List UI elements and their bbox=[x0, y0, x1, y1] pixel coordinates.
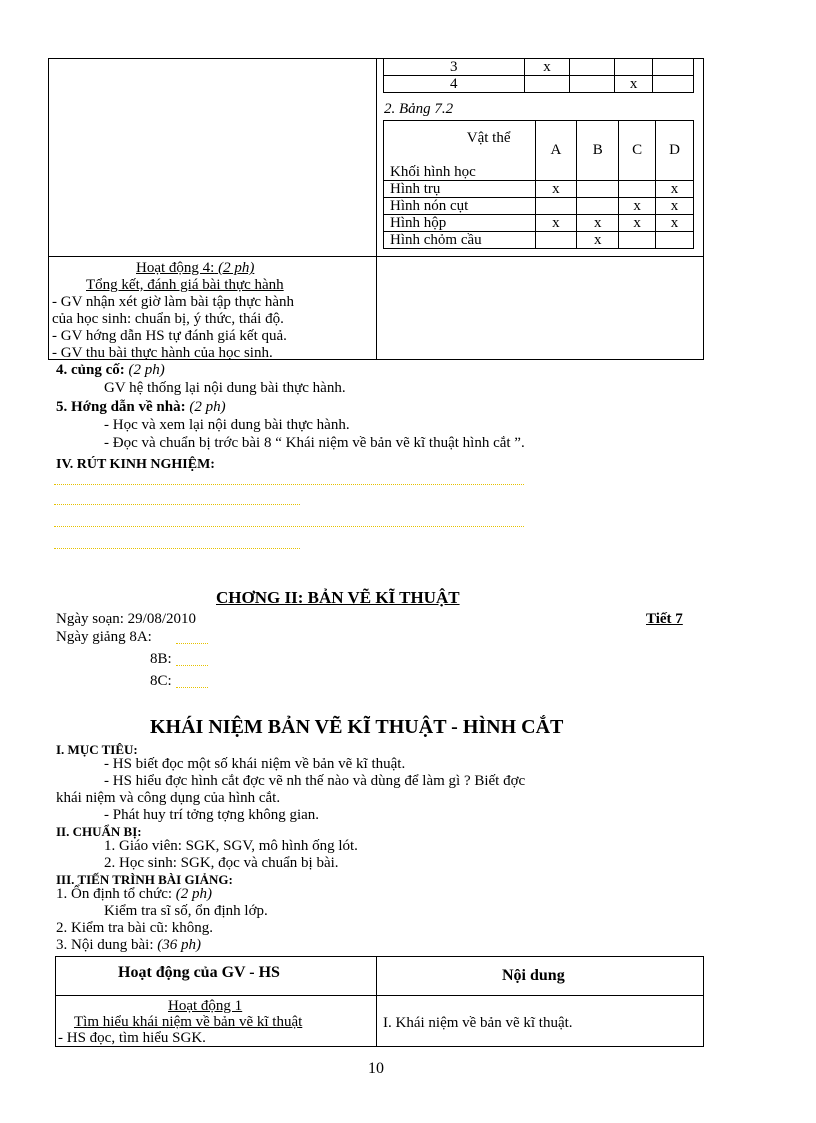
ngay-giang: Ngày giảng 8A: bbox=[56, 629, 152, 645]
dotted-line bbox=[54, 484, 524, 485]
tiet-label: Tiết 7 bbox=[646, 611, 683, 627]
activity4-line: - GV nhận xét giờ làm bài tập thực hành bbox=[52, 294, 294, 310]
tien-trinh-line: 2. Kiểm tra bài cũ: không. bbox=[56, 920, 214, 936]
row-label: Hình chỏm cầu bbox=[384, 232, 536, 249]
cell-mark: x bbox=[615, 76, 653, 93]
class-8c: 8C: bbox=[150, 673, 172, 689]
cell-mark: x bbox=[577, 215, 619, 232]
cell-mark: x bbox=[577, 232, 619, 249]
content1: I. Khái niệm về bản vẽ kĩ thuật. bbox=[383, 1015, 573, 1031]
activity4-title: Hoạt động 4: (2 ph) bbox=[136, 260, 255, 276]
cung-co-text: GV hệ thống lại nội dung bài thực hành. bbox=[104, 380, 346, 396]
tien-trinh-line: 1. Ổn định tổ chức: (2 ph) bbox=[56, 886, 213, 902]
cell-mark: x bbox=[656, 215, 694, 232]
activity4-line: - GV hớng dẫn HS tự đánh giá kết quả. bbox=[52, 328, 287, 344]
cell-mark bbox=[656, 232, 694, 249]
cell-mark bbox=[535, 232, 577, 249]
row-label: Hình nón cụt bbox=[384, 198, 536, 215]
cell-mark: x bbox=[656, 198, 694, 215]
cell-mark bbox=[653, 59, 694, 76]
chuan-bi-line: 1. Giáo viên: SGK, SGV, mô hình ống lót. bbox=[104, 838, 358, 854]
col-header: B bbox=[577, 121, 619, 181]
tien-trinh-line: 3. Nội dung bài: (36 ph) bbox=[56, 937, 201, 953]
cell-mark bbox=[570, 59, 615, 76]
col-header: C bbox=[619, 121, 656, 181]
cell-mark: x bbox=[619, 198, 656, 215]
class-8b: 8B: bbox=[150, 651, 172, 667]
cell-mark bbox=[570, 76, 615, 93]
cell-mark bbox=[653, 76, 694, 93]
col2-header: Nội dung bbox=[502, 967, 565, 984]
col-header: A bbox=[535, 121, 577, 181]
activity4-line: của học sinh: chuẩn bị, ý thức, thái độ. bbox=[52, 311, 284, 327]
cell-mark bbox=[619, 181, 656, 198]
dotted-line bbox=[54, 504, 300, 505]
activity4-subtitle: Tổng kết, đánh giá bài thực hành bbox=[86, 277, 284, 293]
dotted-line bbox=[176, 665, 208, 666]
cell-mark bbox=[535, 198, 577, 215]
chuan-bi-line: 2. Học sinh: SGK, đọc và chuẩn bị bài. bbox=[104, 855, 339, 871]
row-label: 3 bbox=[384, 59, 525, 76]
row-label: 4 bbox=[384, 76, 525, 93]
huong-dan-heading: 5. Hớng dẫn về nhà: (2 ph) bbox=[56, 399, 226, 415]
chapter-title: CHƠNG II: BẢN VẼ KĨ THUẬT bbox=[216, 588, 460, 607]
tien-trinh-line: Kiểm tra sĩ số, ổn định lớp. bbox=[104, 903, 268, 919]
chuan-bi-heading: II. CHUẨN BỊ: bbox=[56, 824, 142, 839]
cell-mark bbox=[577, 198, 619, 215]
muc-tieu-line: - HS hiểu đợc hình cắt đợc vẽ nh thế nào và dùng để làm gì ? Biết đợc bbox=[104, 773, 526, 789]
muc-tieu-line: - HS biết đọc một số khái niệm về bản vẽ kĩ thuật. bbox=[104, 756, 406, 772]
header-khoi-hinh-hoc: Khối hình học bbox=[390, 164, 476, 180]
huong-dan-line: - Đọc và chuẩn bị trớc bài 8 “ Khái niệm về bản vẽ kĩ thuật hình cắt ”. bbox=[104, 435, 525, 451]
cell-mark: x bbox=[524, 59, 570, 76]
ngay-soan: Ngày soạn: 29/08/2010 bbox=[56, 611, 196, 627]
muc-tieu-line: khái niệm và công dụng của hình cắt. bbox=[56, 790, 281, 806]
tien-trinh-heading: III. TIẾN TRÌNH BÀI GIẢNG: bbox=[56, 872, 233, 887]
dotted-line bbox=[54, 526, 524, 527]
activity4-line: - GV thu bài thực hành của học sinh. bbox=[52, 345, 273, 361]
col-header: D bbox=[656, 121, 694, 181]
cell-mark: x bbox=[656, 181, 694, 198]
rut-kinh-nghiem-heading: IV. RÚT KINH NGHIỆM: bbox=[56, 457, 215, 472]
activity1-line: - HS đọc, tìm hiểu SGK. bbox=[58, 1030, 206, 1046]
huong-dan-line: - Học và xem lại nội dung bài thực hành. bbox=[104, 417, 350, 433]
cell-mark bbox=[577, 181, 619, 198]
bang-header-cell bbox=[384, 121, 536, 181]
row-label: Hình hộp bbox=[384, 215, 536, 232]
cell-mark: x bbox=[535, 215, 577, 232]
muc-tieu-line: - Phát huy trí tởng tợng không gian. bbox=[104, 807, 320, 823]
row-label: Hình trụ bbox=[384, 181, 536, 198]
cell-mark bbox=[619, 232, 656, 249]
activity1-title: Hoạt động 1 bbox=[168, 998, 243, 1014]
dotted-line bbox=[176, 643, 208, 644]
dotted-line bbox=[176, 687, 208, 688]
dotted-line bbox=[54, 548, 300, 549]
cell-mark: x bbox=[619, 215, 656, 232]
col1-header: Hoạt động của GV - HS bbox=[118, 964, 280, 981]
cell-mark bbox=[615, 59, 653, 76]
header-vat-the: Vật thể bbox=[466, 130, 511, 146]
muc-tieu-heading: I. MỤC TIÊU: bbox=[56, 742, 138, 757]
cell-mark: x bbox=[535, 181, 577, 198]
activity1-subtitle: Tìm hiểu khái niệm về bản vẽ kĩ thuật bbox=[74, 1014, 303, 1030]
cung-co-heading: 4. củng cố: (2 ph) bbox=[56, 362, 165, 378]
bang-7-2 bbox=[383, 120, 694, 249]
bang-title: 2. Bảng 7.2 bbox=[384, 101, 454, 117]
result-table bbox=[383, 58, 694, 93]
page-number: 10 bbox=[368, 1060, 384, 1077]
lesson-title: KHÁI NIỆM BẢN VẼ KĨ THUẬT - HÌNH CẮT bbox=[150, 716, 564, 738]
cell-mark bbox=[524, 76, 570, 93]
